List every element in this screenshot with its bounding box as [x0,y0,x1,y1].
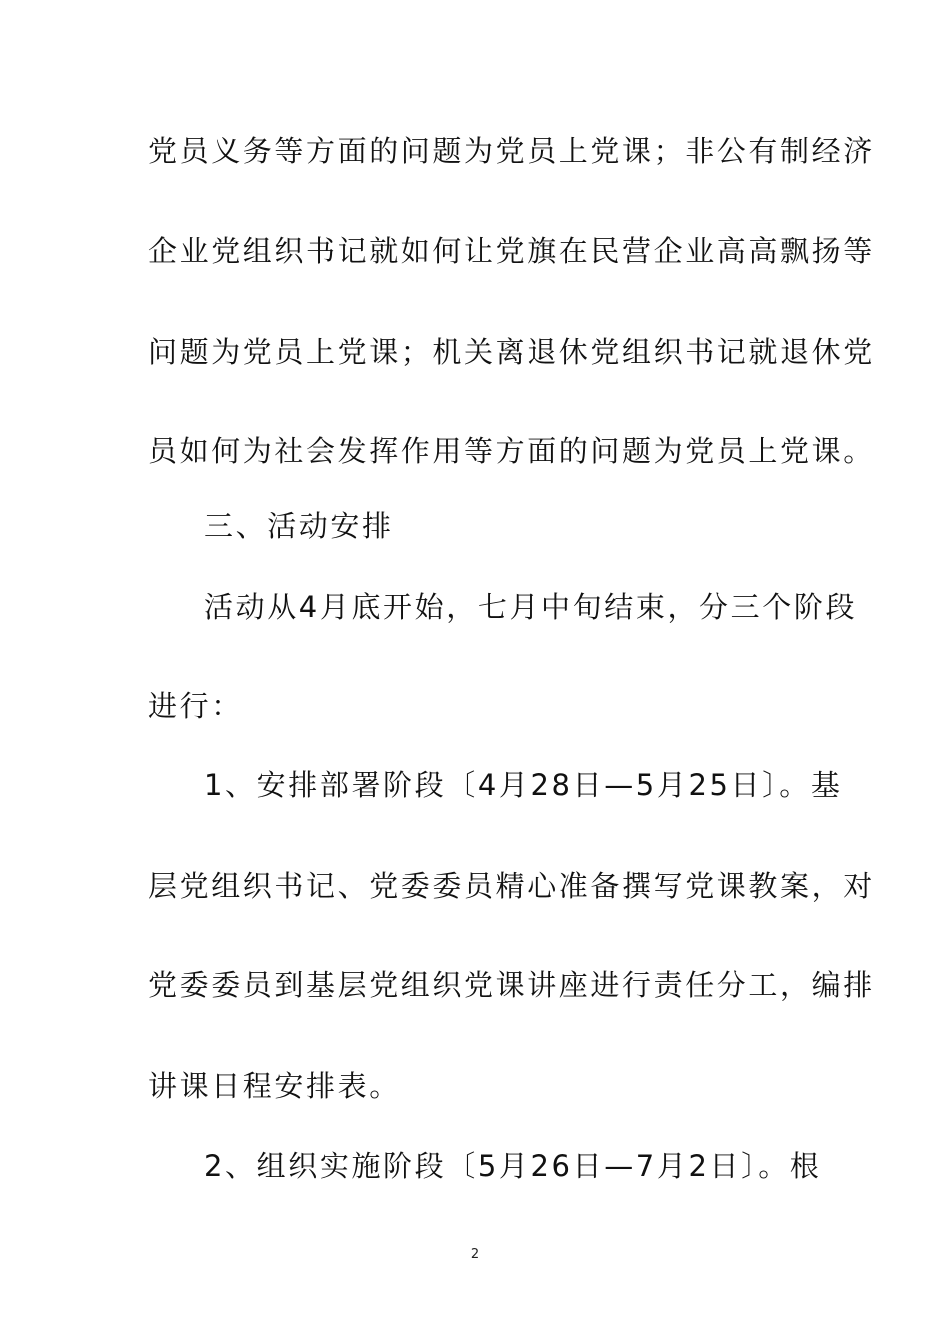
body-line-4: 员如何为社会发挥作用等方面的问题为党员上党课。 [148,434,875,468]
stage-1-line-3: 党委委员到基层党组织党课讲座进行责任分工，编排 [148,968,875,1002]
stage-1-heading: 1、安排部署阶段〔4月28日—5月25日〕。基 [204,768,843,802]
paragraph-activity-schedule-cont: 进行： [148,689,243,723]
stage-1-line-4: 讲课日程安排表。 [148,1069,401,1103]
section-heading-activity-arrangement: 三、活动安排 [204,509,394,543]
stage-1-line-2: 层党组织书记、党委委员精心准备撰写党课教案，对 [148,869,875,903]
page-number: 2 [470,1247,480,1262]
body-line-1: 党员义务等方面的问题为党员上党课；非公有制经济 [148,134,875,168]
paragraph-activity-schedule: 活动从4月底开始，七月中旬结束，分三个阶段 [204,590,858,624]
stage-2-heading: 2、组织实施阶段〔5月26日—7月2日〕。根 [204,1149,822,1183]
body-line-3: 问题为党员上党课；机关离退休党组织书记就退休党 [148,335,875,369]
body-line-2: 企业党组织书记就如何让党旗在民营企业高高飘扬等 [148,234,875,268]
